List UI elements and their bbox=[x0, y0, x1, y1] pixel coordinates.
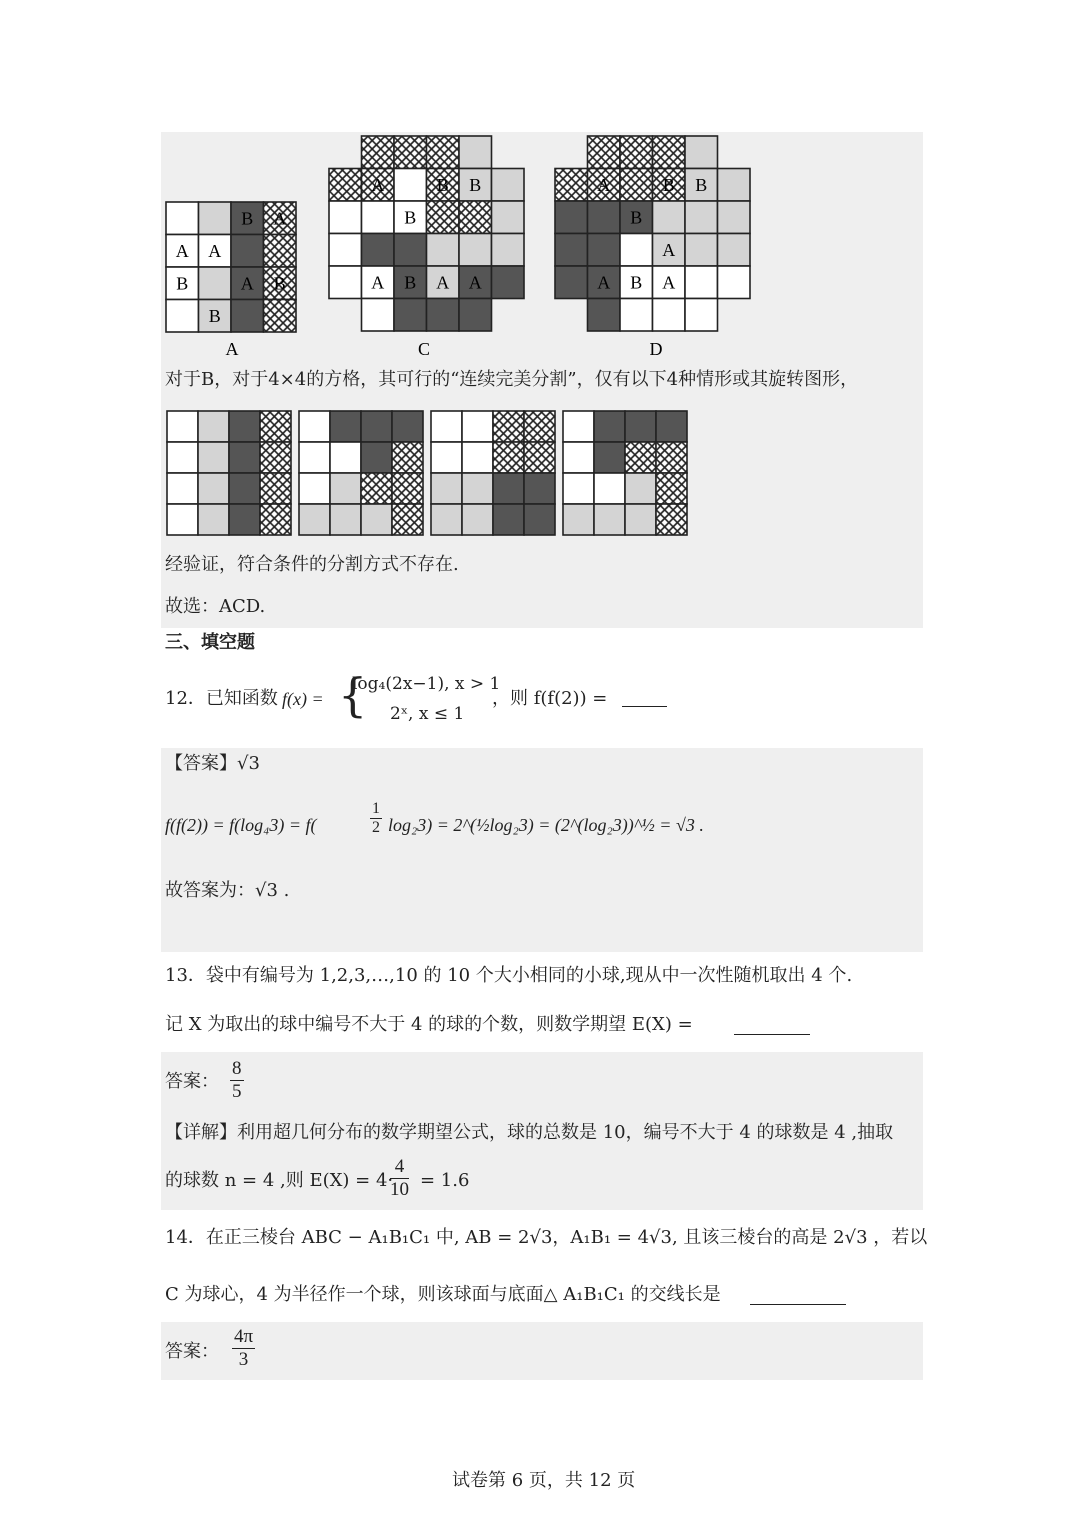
q13-detail-1: 【详解】利用超几何分布的数学期望公式，球的总数是 10，编号不大于 4 的球数是 4 ,抽取 bbox=[165, 1122, 894, 1143]
grid-cell bbox=[392, 504, 423, 535]
partition-case-1 bbox=[167, 411, 291, 535]
grid-cell bbox=[427, 234, 460, 267]
grid-cell bbox=[493, 442, 524, 473]
q12-conclusion: 故答案为：√3 . bbox=[165, 880, 290, 901]
grid-cell bbox=[492, 201, 525, 234]
grid-cell bbox=[656, 504, 687, 535]
grid-cell bbox=[588, 299, 621, 332]
grid-cell bbox=[260, 473, 291, 504]
grid-cell bbox=[594, 473, 625, 504]
cell-letter: B bbox=[662, 174, 675, 195]
partition-case-4 bbox=[563, 411, 687, 535]
q13-line-1: 13．袋中有编号为 1,2,3,…,10 的 10 个大小相同的小球,现从中一次性随机取出 4 个. bbox=[165, 965, 853, 986]
grid-cell bbox=[625, 473, 656, 504]
cell-letter: A bbox=[240, 273, 254, 294]
grid-cell bbox=[620, 299, 653, 332]
cell-letter: B bbox=[695, 174, 708, 195]
grid-cell bbox=[492, 234, 525, 267]
verify-text: 经验证，符合条件的分割方式不存在. bbox=[165, 554, 459, 575]
grid-cell bbox=[431, 442, 462, 473]
grid-cell bbox=[524, 504, 555, 535]
grid-cell bbox=[329, 169, 362, 202]
grid-cell bbox=[563, 473, 594, 504]
q12-case-1: log₄(2x−1), x > 1 bbox=[352, 674, 501, 694]
grid-cell bbox=[620, 169, 653, 202]
grid-cell bbox=[260, 442, 291, 473]
grid-cell bbox=[656, 473, 687, 504]
grid-cell bbox=[199, 202, 232, 235]
grid-cell bbox=[299, 442, 330, 473]
grid-cell bbox=[394, 234, 427, 267]
q12-case-2: 2ˣ, x ≤ 1 bbox=[390, 704, 465, 724]
grid-cell bbox=[493, 411, 524, 442]
grid-cell bbox=[555, 169, 588, 202]
grid-cell bbox=[718, 169, 751, 202]
figure-a-grid bbox=[166, 202, 296, 332]
q13-frac-den: 10 bbox=[390, 1178, 409, 1200]
q13-detail-2b: = 1.6 bbox=[420, 1170, 470, 1191]
grid-cell bbox=[625, 504, 656, 535]
cell-letter: A bbox=[436, 272, 450, 293]
grid-cell bbox=[555, 266, 588, 299]
grid-cell bbox=[260, 411, 291, 442]
page-footer: 试卷第 6 页，共 12 页 bbox=[452, 1470, 636, 1491]
grid-cell bbox=[653, 299, 686, 332]
cell-letter: B bbox=[241, 208, 254, 229]
grid-cell bbox=[166, 202, 199, 235]
cell-letter: B bbox=[208, 305, 221, 326]
grid-cell bbox=[260, 504, 291, 535]
q14-ans-den: 3 bbox=[238, 1348, 249, 1370]
grid-cell bbox=[653, 136, 686, 169]
q14-answer-fraction bbox=[232, 1326, 255, 1371]
q13-ans-den: 5 bbox=[232, 1080, 242, 1102]
grid-cell bbox=[330, 411, 361, 442]
grid-cell bbox=[594, 504, 625, 535]
grid-cell bbox=[462, 442, 493, 473]
q14-line-2: C 为球心，4 为半径作一个球，则该球面与底面△ A₁B₁C₁ 的交线长是 bbox=[165, 1284, 721, 1305]
grid-cell bbox=[524, 442, 555, 473]
q12-fx: f(x) = bbox=[282, 689, 324, 709]
grid-cell bbox=[431, 504, 462, 535]
grid-cell bbox=[656, 411, 687, 442]
q14-answer-label: 答案： bbox=[165, 1341, 219, 1362]
grid-cell bbox=[685, 266, 718, 299]
figure-d-grid bbox=[555, 136, 750, 331]
grid-cell bbox=[362, 136, 395, 169]
four-partitions bbox=[164, 408, 694, 538]
grid-cell bbox=[198, 442, 229, 473]
grid-cell bbox=[229, 411, 260, 442]
choice-text: 故选：ACD. bbox=[165, 596, 266, 617]
grid-cell bbox=[555, 234, 588, 267]
grid-cell bbox=[625, 442, 656, 473]
cell-letter: A bbox=[597, 174, 611, 195]
cell-letter: A bbox=[273, 208, 287, 229]
cell-letter: B bbox=[273, 273, 286, 294]
grid-cell bbox=[329, 266, 362, 299]
grid-cell bbox=[462, 411, 493, 442]
grid-cell bbox=[718, 266, 751, 299]
q14-line-1: 14．在正三棱台 ABC − A₁B₁C₁ 中, AB = 2√3，A₁B₁ = 4√3, 且该三棱台的高是 2√3 ，若以 bbox=[165, 1227, 928, 1248]
grid-cell bbox=[493, 473, 524, 504]
grid-cell bbox=[231, 300, 264, 333]
grid-cell bbox=[427, 299, 460, 332]
partition-case-2 bbox=[299, 411, 423, 535]
q13-detail-2a: 的球数 n = 4 ,则 E(X) = 4· bbox=[165, 1170, 394, 1191]
grid-cell bbox=[427, 201, 460, 234]
grid-cell bbox=[394, 299, 427, 332]
q12-derivation-b: log₂3) = 2^(½log₂3) = (2^(log₂3))^½ = √3 . bbox=[388, 815, 704, 835]
q13-answer-label: 答案： bbox=[165, 1071, 219, 1092]
grid-cell bbox=[362, 201, 395, 234]
cell-letter: A bbox=[662, 239, 676, 260]
solution-12-background bbox=[161, 748, 923, 952]
q13-detail-fraction bbox=[390, 1156, 409, 1201]
figure-a-label: A bbox=[225, 339, 239, 359]
grid-cell bbox=[588, 136, 621, 169]
q12-answer-blank bbox=[622, 706, 667, 707]
grid-cell bbox=[594, 411, 625, 442]
grid-cell bbox=[459, 136, 492, 169]
grid-cell bbox=[392, 442, 423, 473]
cell-letter: B bbox=[436, 174, 449, 195]
q13-answer-blank bbox=[734, 1034, 810, 1035]
grid-cell bbox=[361, 504, 392, 535]
grid-cell bbox=[166, 300, 199, 333]
q12-number: 12．已知函数 bbox=[165, 688, 278, 709]
grid-cell bbox=[198, 411, 229, 442]
cell-letter: A bbox=[597, 272, 611, 293]
cell-letter: A bbox=[175, 240, 189, 261]
grid-cell bbox=[427, 136, 460, 169]
grid-cell bbox=[462, 473, 493, 504]
grid-cell bbox=[594, 442, 625, 473]
grid-cell bbox=[229, 473, 260, 504]
cell-letter: B bbox=[404, 207, 417, 228]
grid-cell bbox=[492, 169, 525, 202]
grid-cell bbox=[394, 136, 427, 169]
cell-letter: B bbox=[176, 273, 189, 294]
grid-cell bbox=[362, 234, 395, 267]
grid-cell bbox=[524, 473, 555, 504]
grid-cell bbox=[299, 504, 330, 535]
grid-cell bbox=[264, 300, 297, 333]
q12-half-den: 2 bbox=[372, 819, 380, 837]
grid-cell bbox=[656, 442, 687, 473]
grid-cell bbox=[462, 504, 493, 535]
grid-cell bbox=[198, 504, 229, 535]
solution-14-background bbox=[161, 1322, 923, 1380]
grid-cell bbox=[459, 201, 492, 234]
grid-cell bbox=[620, 136, 653, 169]
grid-cell bbox=[625, 411, 656, 442]
grid-cell bbox=[229, 442, 260, 473]
cell-letter: A bbox=[371, 272, 385, 293]
grid-cell bbox=[361, 442, 392, 473]
cell-letter: A bbox=[208, 240, 222, 261]
grid-cell bbox=[555, 201, 588, 234]
grid-cell bbox=[299, 411, 330, 442]
grid-cell bbox=[167, 504, 198, 535]
grid-cell bbox=[167, 473, 198, 504]
grid-cell bbox=[264, 235, 297, 268]
grid-cell bbox=[459, 299, 492, 332]
grid-cell bbox=[229, 504, 260, 535]
q14-answer-blank bbox=[750, 1304, 846, 1305]
grid-cell bbox=[392, 473, 423, 504]
grid-cell bbox=[492, 266, 525, 299]
figure-c-label: C bbox=[417, 339, 431, 359]
grid-cell bbox=[231, 235, 264, 268]
grid-cell bbox=[199, 267, 232, 300]
grid-cell bbox=[392, 411, 423, 442]
q14-ans-num: 4π bbox=[234, 1326, 254, 1347]
grid-cell bbox=[362, 299, 395, 332]
grid-cell bbox=[685, 299, 718, 332]
grid-cell bbox=[493, 504, 524, 535]
figure-d-label: D bbox=[649, 339, 663, 359]
q12-brace: { bbox=[338, 668, 368, 722]
grid-cell bbox=[330, 504, 361, 535]
grid-cell bbox=[330, 473, 361, 504]
q12-derivation-a: f(f(2)) = f(log₄3) = f( bbox=[165, 815, 317, 835]
cell-letter: B bbox=[630, 272, 643, 293]
grid-cell bbox=[459, 234, 492, 267]
q13-line-2: 记 X 为取出的球中编号不大于 4 的球的个数，则数学期望 E(X) = bbox=[165, 1014, 693, 1035]
grid-cell bbox=[167, 442, 198, 473]
partition-case-3 bbox=[431, 411, 555, 535]
grid-cell bbox=[198, 473, 229, 504]
partition-figures bbox=[160, 132, 760, 362]
grid-cell bbox=[685, 136, 718, 169]
q13-ans-num: 8 bbox=[232, 1058, 242, 1079]
solution-b-text: 对于B，对于4×4的方格，其可行的“连续完美分割”，仅有以下4种情形或其旋转图形， bbox=[165, 369, 859, 390]
cell-letter: A bbox=[468, 272, 482, 293]
cell-letter: A bbox=[662, 272, 676, 293]
q12-tail: ，则 f(f(2)) = bbox=[492, 688, 608, 709]
grid-cell bbox=[330, 442, 361, 473]
grid-cell bbox=[563, 411, 594, 442]
grid-cell bbox=[620, 234, 653, 267]
figure-c-grid bbox=[329, 136, 524, 331]
grid-cell bbox=[588, 201, 621, 234]
q12-half-num: 1 bbox=[370, 800, 382, 819]
grid-cell bbox=[431, 411, 462, 442]
q13-frac-num: 4 bbox=[390, 1156, 409, 1179]
q12-answer: 【答案】√3 bbox=[165, 753, 260, 774]
grid-cell bbox=[329, 234, 362, 267]
cell-letter: B bbox=[469, 174, 482, 195]
cell-letter: B bbox=[404, 272, 417, 293]
grid-cell bbox=[685, 234, 718, 267]
section-heading: 三、填空题 bbox=[165, 632, 255, 653]
grid-cell bbox=[329, 201, 362, 234]
grid-cell bbox=[167, 411, 198, 442]
grid-cell bbox=[361, 473, 392, 504]
grid-cell bbox=[361, 411, 392, 442]
grid-cell bbox=[394, 169, 427, 202]
grid-cell bbox=[653, 201, 686, 234]
q12-half-fraction bbox=[370, 800, 382, 838]
grid-cell bbox=[718, 234, 751, 267]
grid-cell bbox=[588, 234, 621, 267]
cell-letter: B bbox=[630, 207, 643, 228]
grid-cell bbox=[563, 504, 594, 535]
q13-answer-fraction bbox=[230, 1058, 244, 1103]
cell-letter: A bbox=[371, 174, 385, 195]
grid-cell bbox=[718, 201, 751, 234]
grid-cell bbox=[299, 473, 330, 504]
grid-cell bbox=[563, 442, 594, 473]
grid-cell bbox=[431, 473, 462, 504]
grid-cell bbox=[685, 201, 718, 234]
grid-cell bbox=[524, 411, 555, 442]
